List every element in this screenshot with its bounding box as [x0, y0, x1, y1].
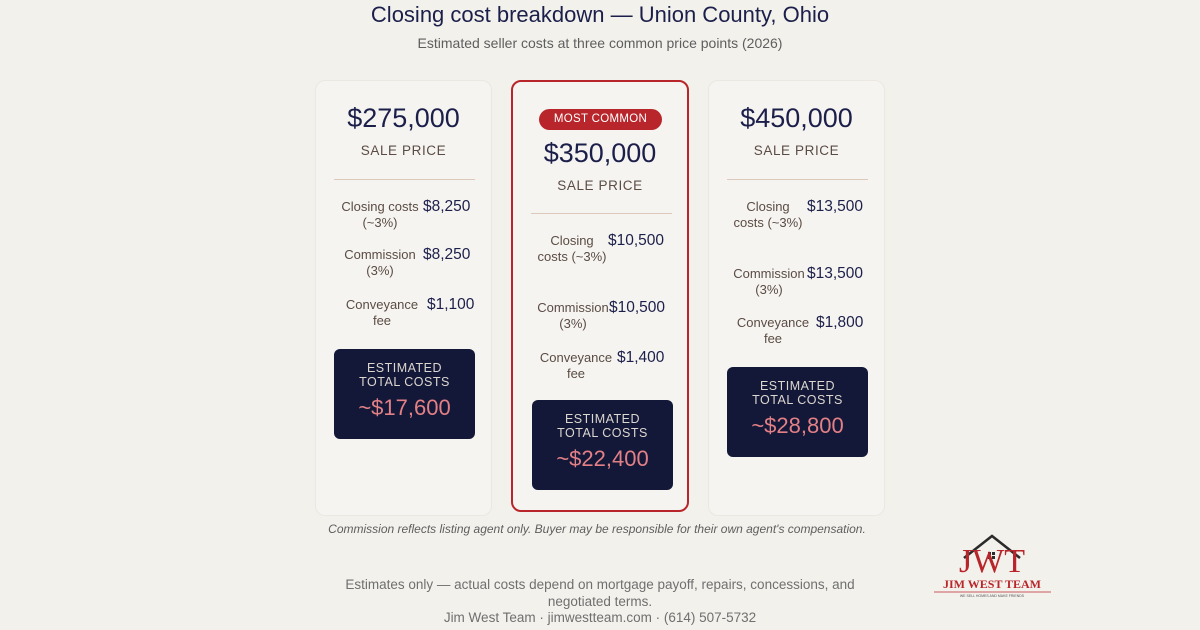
logo-monogram: JWT	[958, 543, 1026, 580]
commission-value: $8,250	[423, 246, 471, 263]
logo-graphic	[930, 532, 1055, 602]
sale-price: $350,000	[543, 138, 657, 168]
estimated-total-value: ~$28,800	[751, 413, 844, 438]
commission-label: Commission (3%)	[537, 300, 609, 331]
sale-price: $275,000	[347, 103, 460, 133]
page-subtitle: Estimated seller costs at three common price points (2026)	[417, 35, 783, 51]
disclaimer-line-1: Estimates only — actual costs depend on mortgage payoff, repairs, concessions, and	[345, 577, 855, 592]
conveyance-fee-label: Conveyance fee	[736, 315, 810, 346]
page-title: Closing cost breakdown — Union County, Ohio	[370, 2, 830, 27]
estimated-total-value: ~$22,400	[556, 446, 649, 471]
closing-costs-value: $8,250	[423, 198, 471, 215]
conveyance-fee-value: $1,800	[816, 314, 864, 331]
closing-costs-label: Closing costs (~3%)	[341, 199, 419, 230]
sale-price-label: SALE PRICE	[360, 143, 447, 158]
commission-value: $10,500	[609, 299, 666, 316]
divider	[334, 179, 475, 180]
most-common-badge: MOST COMMON	[539, 109, 662, 130]
price-card-275k	[315, 80, 492, 516]
price-card-350k	[511, 80, 689, 512]
closing-costs-label: Closing costs (~3%)	[733, 199, 803, 230]
commission-label: Commission (3%)	[733, 266, 805, 297]
conveyance-fee-value: $1,100	[427, 296, 475, 313]
closing-costs-value: $13,500	[807, 198, 864, 215]
estimated-total-value: ~$17,600	[358, 395, 451, 420]
estimated-total-label: ESTIMATED TOTAL COSTS	[752, 379, 843, 407]
disclaimer-line-2: negotiated terms.	[547, 594, 653, 609]
closing-costs-label: Closing costs (~3%)	[537, 233, 607, 264]
sale-price-label: SALE PRICE	[753, 143, 840, 158]
logo-tagline: WE SELL HOMES AND MAKE FRIENDS	[959, 594, 1025, 598]
sale-price: $450,000	[740, 103, 853, 133]
estimated-total-box	[727, 367, 868, 457]
price-card-450k	[708, 80, 885, 516]
jim-west-team-logo	[930, 532, 1055, 602]
divider	[531, 213, 672, 214]
commission-value: $13,500	[807, 265, 864, 282]
closing-costs-value: $10,500	[608, 232, 665, 249]
divider	[727, 179, 868, 180]
logo-name: JIM WEST TEAM	[942, 577, 1042, 591]
commission-note: Commission reflects listing agent only. Buyer may be responsible for their own agent's compensation.	[328, 522, 866, 536]
estimated-total-label: ESTIMATED TOTAL COSTS	[557, 412, 648, 440]
contact-line: Jim West Team · jimwestteam.com · (614) 507-5732	[443, 610, 757, 625]
commission-label: Commission (3%)	[344, 247, 416, 278]
sale-price-label: SALE PRICE	[557, 178, 643, 193]
estimated-total-box	[334, 349, 475, 439]
estimated-total-label: ESTIMATED TOTAL COSTS	[359, 361, 450, 389]
conveyance-fee-label: Conveyance fee	[539, 350, 613, 381]
estimated-total-box	[532, 400, 673, 490]
conveyance-fee-label: Conveyance fee	[345, 297, 419, 328]
conveyance-fee-value: $1,400	[617, 349, 665, 366]
